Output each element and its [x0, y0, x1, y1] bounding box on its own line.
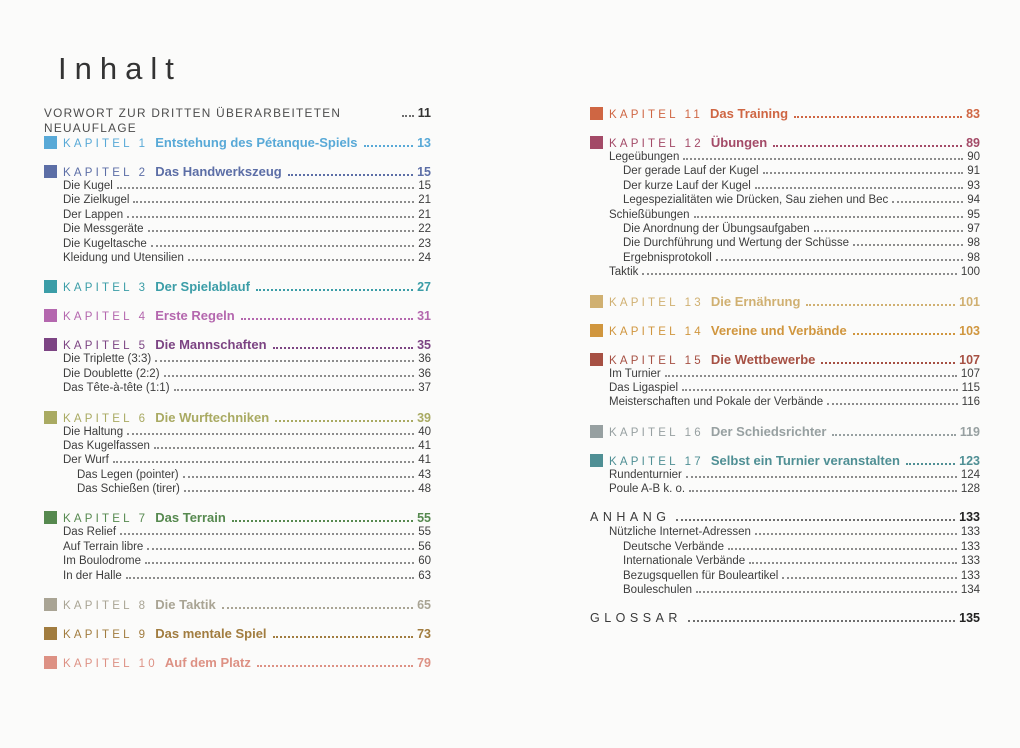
chapter-color-marker	[44, 627, 57, 640]
chapter-entry	[44, 279, 431, 294]
dotted-leader	[402, 115, 414, 117]
chapter-entry	[590, 106, 980, 121]
dotted-leader	[782, 577, 956, 579]
toc-subitem-label: Die Triplette (3:3)	[63, 353, 152, 366]
dotted-leader	[232, 520, 413, 522]
dotted-leader	[814, 230, 964, 232]
chapter-color-marker	[590, 295, 603, 308]
chapter-kapitel-label: KAPITEL 2	[63, 167, 149, 179]
section-row	[590, 510, 980, 525]
page-number: 89	[966, 136, 980, 150]
dotted-leader	[682, 389, 958, 391]
chapter-kapitel-label: KAPITEL 5	[63, 340, 149, 353]
toc-subitem-label: Der Wurf	[63, 454, 109, 467]
toc-subitem-label: Das Kugelfassen	[63, 439, 150, 452]
dotted-leader	[273, 347, 414, 349]
toc-subitem-label: Der gerade Lauf der Kugel	[623, 165, 759, 178]
chapter-title: Die Ernährung	[710, 293, 801, 309]
page-number: 128	[960, 483, 980, 496]
dotted-leader	[689, 490, 957, 492]
chapter-row	[44, 337, 431, 352]
page-number: 39	[417, 410, 431, 425]
toc-subitem-label: Bezugsquellen für Bouleartikel	[623, 569, 779, 582]
page-number: 115	[961, 381, 980, 394]
dotted-leader	[749, 562, 957, 564]
toc-subitem-label: Das Legen (pointer)	[77, 468, 179, 481]
toc-subitem-label: Bouleschulen	[623, 584, 693, 597]
page-number: 98	[967, 251, 980, 264]
chapter-entry	[44, 164, 431, 265]
chapter-row	[590, 294, 980, 309]
toc-subitem	[44, 208, 431, 222]
section-entry	[590, 510, 980, 597]
page-number: 21	[418, 194, 431, 207]
chapter-color-marker	[44, 280, 57, 293]
toc-subitem	[590, 525, 980, 539]
chapter-row	[44, 510, 431, 525]
dotted-leader	[696, 591, 957, 593]
section-label: GLOSSAR	[590, 611, 682, 626]
chapter-color-marker	[590, 324, 603, 337]
chapter-title: Die Wettbewerbe	[710, 351, 816, 367]
page-number: 133	[960, 555, 980, 568]
chapter-color-marker	[590, 353, 603, 366]
dotted-leader	[174, 389, 415, 391]
dotted-leader	[806, 304, 955, 306]
dotted-leader	[686, 476, 957, 478]
chapter-entry	[590, 453, 980, 497]
toc-subitem	[44, 540, 431, 554]
page-number: 43	[418, 468, 431, 481]
toc-subitem	[44, 251, 431, 265]
page-number: 24	[418, 251, 431, 264]
chapter-entry	[590, 424, 980, 439]
dotted-leader	[683, 158, 963, 160]
toc-subitem-label: Taktik	[609, 266, 639, 279]
toc-subitem	[590, 482, 980, 496]
dotted-leader	[147, 548, 414, 550]
chapter-entry	[590, 294, 980, 309]
page-number: 94	[967, 194, 980, 207]
dotted-leader	[892, 201, 963, 203]
page-number: 93	[967, 179, 980, 192]
toc-subitem-label: Im Boulodrome	[63, 555, 141, 568]
chapter-entry	[44, 410, 431, 497]
chapter-kapitel-label: KAPITEL 13	[609, 296, 704, 309]
dotted-leader	[665, 375, 957, 377]
page-number: 56	[418, 540, 431, 553]
chapter-kapitel-label: KAPITEL 1	[63, 138, 149, 150]
chapter-color-marker	[44, 136, 57, 149]
chapter-row	[44, 164, 431, 179]
page-number: 22	[418, 223, 431, 236]
page-number: 135	[959, 611, 980, 626]
page-number: 73	[417, 627, 431, 642]
dotted-leader	[257, 665, 413, 667]
toc-subitem-label: Der kurze Lauf der Kugel	[623, 179, 751, 192]
toc-subitem-label: Schießübungen	[609, 208, 690, 221]
chapter-kapitel-label: KAPITEL 8	[63, 600, 149, 613]
chapter-title: Vereine und Verbände	[710, 322, 847, 338]
chapter-kapitel-label: KAPITEL 10	[63, 658, 158, 671]
chapter-row	[590, 453, 980, 468]
chapter-entry	[44, 308, 431, 323]
dotted-leader	[906, 463, 955, 465]
chapter-title: Entstehung des Pétanque-Spiels	[155, 135, 358, 150]
page-number: 124	[960, 468, 980, 481]
toc-subitem-label: Poule A-B k. o.	[609, 483, 686, 496]
toc-subitem	[44, 222, 431, 236]
dotted-leader	[763, 172, 964, 174]
dotted-leader	[154, 447, 414, 449]
dotted-leader	[288, 174, 413, 176]
toc-subitem	[44, 569, 431, 583]
chapter-title: Die Mannschaften	[155, 337, 267, 353]
toc-subitem-label: Der Lappen	[63, 208, 124, 221]
toc-subitem	[44, 453, 431, 467]
dotted-leader	[773, 145, 962, 147]
toc-subitem-label: Die Zielkugel	[63, 194, 130, 207]
chapter-title: Die Wurftechniken	[155, 409, 270, 425]
toc-subitem	[44, 193, 431, 207]
dotted-leader	[127, 216, 414, 218]
dotted-leader	[117, 187, 414, 189]
chapter-title: Das Terrain	[155, 510, 226, 526]
chapter-kapitel-label: KAPITEL 4	[63, 311, 149, 324]
dotted-leader	[155, 360, 414, 362]
toc-subitem-label: Die Kugeltasche	[63, 237, 147, 250]
frontmatter-entry	[44, 106, 431, 135]
chapter-color-marker	[44, 165, 57, 178]
toc-subitem	[590, 381, 980, 395]
toc-subitem	[590, 583, 980, 597]
chapter-color-marker	[44, 598, 57, 611]
dotted-leader	[755, 187, 963, 189]
page-number: 36	[418, 353, 431, 366]
dotted-leader	[821, 362, 955, 364]
dotted-leader	[728, 548, 957, 550]
toc-subitem	[590, 367, 980, 381]
dotted-leader	[133, 201, 414, 203]
page-number: 31	[417, 309, 431, 324]
chapter-title: Übungen	[710, 135, 768, 150]
dotted-leader	[151, 245, 414, 247]
page-number: 83	[966, 107, 980, 121]
frontmatter-label: VORWORT ZUR DRITTEN ÜBERARBEITETEN NEUAUFLAGE	[44, 106, 342, 135]
toc-subitem-label: Internationale Verbände	[623, 555, 746, 568]
chapter-color-marker	[44, 411, 57, 424]
chapter-entry	[44, 337, 431, 395]
chapter-title: Auf dem Platz	[164, 655, 251, 671]
toc-subitem	[590, 208, 980, 222]
chapter-title: Die Taktik	[155, 597, 216, 613]
page-number: 79	[417, 656, 431, 671]
page-number: 15	[418, 180, 431, 192]
section-row	[590, 611, 980, 626]
chapter-kapitel-label: KAPITEL 11	[609, 109, 704, 121]
page-number: 40	[418, 425, 431, 438]
page-title: Inhalt	[58, 50, 182, 86]
dotted-leader	[273, 636, 414, 638]
toc-subitem-label: Kleidung und Utensilien	[63, 251, 184, 264]
chapter-entry	[44, 135, 431, 150]
chapter-color-marker	[44, 309, 57, 322]
dotted-leader	[716, 259, 963, 261]
chapter-row	[590, 135, 980, 150]
chapter-color-marker	[44, 511, 57, 524]
chapter-color-marker	[44, 656, 57, 669]
dotted-leader	[642, 273, 956, 275]
chapter-row	[44, 279, 431, 294]
dotted-leader	[184, 490, 414, 492]
page-number: 55	[417, 511, 431, 526]
page-number: 133	[959, 510, 980, 525]
page-number: 48	[418, 483, 431, 496]
dotted-leader	[164, 375, 415, 377]
toc-subitem-label: Die Anordnung der Übungsaufgaben	[623, 222, 810, 235]
toc-subitem	[44, 525, 431, 539]
page-number: 11	[417, 106, 431, 120]
chapter-entry	[44, 626, 431, 641]
dotted-leader	[113, 461, 414, 463]
toc-subitem	[590, 395, 980, 409]
chapter-kapitel-label: KAPITEL 12	[609, 138, 704, 150]
toc-subitem	[590, 150, 980, 164]
chapter-color-marker	[44, 338, 57, 351]
chapter-row	[590, 323, 980, 338]
dotted-leader	[794, 116, 962, 118]
dotted-leader	[127, 433, 414, 435]
page-number: 103	[959, 323, 980, 338]
chapter-kapitel-label: KAPITEL 3	[63, 282, 149, 295]
toc-subitem	[44, 381, 431, 395]
dotted-leader	[256, 289, 413, 291]
page-number: 90	[967, 151, 980, 163]
toc-subitem-label: Das Schießen (tirer)	[77, 483, 180, 496]
page-number: 107	[959, 352, 980, 367]
page-number: 15	[417, 165, 431, 179]
toc-subitem	[590, 554, 980, 568]
dotted-leader	[275, 420, 413, 422]
toc-subitem-label: Im Turnier	[609, 367, 661, 380]
page-number: 65	[417, 598, 431, 613]
dotted-leader	[694, 216, 964, 218]
dotted-leader	[853, 333, 955, 335]
dotted-leader	[688, 620, 955, 622]
page-number: 23	[418, 237, 431, 250]
toc-subitem	[44, 237, 431, 251]
page-number: 133	[960, 569, 980, 582]
page-number: 37	[418, 382, 431, 395]
dotted-leader	[827, 403, 957, 405]
toc-subitem	[590, 164, 980, 178]
page-number: 133	[960, 540, 980, 553]
chapter-color-marker	[590, 425, 603, 438]
chapter-kapitel-label: KAPITEL 9	[63, 629, 149, 642]
dotted-leader	[676, 519, 955, 521]
toc-subitem-label: Die Durchführung und Wertung der Schüsse	[623, 237, 850, 250]
chapter-row	[44, 626, 431, 641]
page-number: 91	[967, 165, 980, 178]
section-label: ANHANG	[590, 510, 671, 525]
toc-subitem	[44, 179, 431, 193]
chapter-entry	[590, 135, 980, 280]
chapter-row	[44, 135, 431, 150]
dotted-leader	[222, 607, 413, 609]
chapter-row	[44, 410, 431, 425]
toc-subitem-label: Die Kugel	[63, 180, 113, 192]
chapter-row	[590, 106, 980, 121]
page-number: 134	[960, 584, 980, 597]
chapter-title: Das Training	[710, 106, 789, 121]
chapter-title: Das Handwerkszeug	[155, 164, 282, 179]
page-number: 95	[967, 208, 980, 221]
chapter-title: Erste Regeln	[155, 308, 235, 324]
toc-subitem-label: Ergebnisprotokoll	[623, 251, 712, 264]
page-number: 36	[418, 367, 431, 380]
chapter-kapitel-label: KAPITEL 17	[609, 455, 704, 468]
dotted-leader	[120, 533, 414, 535]
chapter-kapitel-label: KAPITEL 16	[609, 426, 704, 439]
toc-subitem-label: Deutsche Verbände	[623, 540, 725, 553]
chapter-kapitel-label: KAPITEL 6	[63, 412, 149, 425]
chapter-row	[590, 424, 980, 439]
dotted-leader	[755, 533, 957, 535]
chapter-row	[44, 308, 431, 323]
toc-subitem-label: Die Haltung	[63, 425, 124, 438]
page-number: 35	[417, 338, 431, 353]
page-number: 98	[967, 237, 980, 250]
page-number: 116	[961, 396, 980, 409]
toc-subitem	[590, 569, 980, 583]
toc-subitem-label: Meisterschaften und Pokale der Verbände	[609, 396, 824, 409]
chapter-entry	[590, 323, 980, 338]
chapter-entry	[44, 597, 431, 612]
chapter-title: Selbst ein Turnier veranstalten	[710, 452, 900, 468]
page-number: 13	[417, 136, 431, 150]
toc-subitem-label: Auf Terrain libre	[63, 540, 144, 553]
toc-subitem	[590, 468, 980, 482]
page-number: 107	[960, 367, 980, 380]
chapter-entry	[590, 352, 980, 410]
toc-subitem	[44, 367, 431, 381]
toc-subitem-label: Rundenturnier	[609, 468, 682, 481]
page-number: 41	[418, 454, 431, 467]
toc-subitem-label: Legespezialitäten wie Drücken, Sau ziehen und Bec	[623, 194, 889, 207]
toc-subitem-label: Die Messgeräte	[63, 223, 144, 236]
page-number: 63	[418, 569, 431, 582]
dotted-leader	[188, 259, 414, 261]
page-number: 123	[959, 453, 980, 468]
toc-subitem-label: In der Halle	[63, 569, 122, 582]
toc-subitem	[590, 193, 980, 207]
chapter-color-marker	[590, 107, 603, 120]
chapter-row	[44, 597, 431, 612]
toc-subitem	[44, 425, 431, 439]
dotted-leader	[145, 562, 414, 564]
dotted-leader	[126, 577, 414, 579]
toc-subitem	[44, 482, 431, 496]
toc-subitem-label: Nützliche Internet-Adressen	[609, 526, 751, 539]
toc-subitem-label: Das Ligaspiel	[609, 381, 679, 394]
page-number: 27	[417, 280, 431, 295]
page-number: 97	[967, 222, 980, 235]
dotted-leader	[364, 145, 414, 147]
toc-subitem-label: Das Relief	[63, 526, 117, 539]
dotted-leader	[241, 318, 413, 320]
page-number: 41	[418, 439, 431, 452]
toc-subitem-label: Das Tête-à-tête (1:1)	[63, 382, 170, 395]
chapter-entry	[44, 655, 431, 670]
toc-subitem	[590, 251, 980, 265]
page-number: 119	[959, 424, 980, 439]
toc-subitem	[590, 179, 980, 193]
toc-subitem	[590, 222, 980, 236]
toc-subitem	[44, 554, 431, 568]
chapter-kapitel-label: KAPITEL 15	[609, 354, 704, 367]
page-number: 101	[959, 294, 980, 309]
toc-subitem-label: Legeübungen	[609, 151, 680, 163]
page-number: 100	[960, 266, 980, 279]
toc-column-left	[44, 106, 431, 670]
dotted-leader	[148, 230, 415, 232]
chapter-title: Das mentale Spiel	[155, 626, 267, 642]
page-number: 60	[418, 555, 431, 568]
chapter-color-marker	[590, 454, 603, 467]
dotted-leader	[853, 244, 963, 246]
toc-subitem	[590, 236, 980, 250]
chapter-kapitel-label: KAPITEL 7	[63, 513, 149, 526]
toc-subitem	[590, 265, 980, 279]
chapter-title: Der Spielablauf	[155, 279, 250, 295]
toc-subitem	[44, 468, 431, 482]
toc-subitem	[44, 352, 431, 366]
page-number: 55	[418, 526, 431, 539]
chapter-entry	[44, 510, 431, 583]
dotted-leader	[183, 476, 415, 478]
page-number: 133	[960, 526, 980, 539]
toc-column-right	[590, 106, 980, 626]
toc-subitem	[590, 540, 980, 554]
chapter-kapitel-label: KAPITEL 14	[609, 325, 704, 338]
dotted-leader	[832, 434, 955, 436]
section-entry	[590, 611, 980, 626]
page-number: 21	[418, 208, 431, 221]
chapter-row	[44, 655, 431, 670]
toc-subitem-label: Die Doublette (2:2)	[63, 367, 160, 380]
chapter-color-marker	[590, 136, 603, 149]
chapter-title: Der Schiedsrichter	[710, 423, 827, 439]
chapter-row	[590, 352, 980, 367]
toc-subitem	[44, 439, 431, 453]
frontmatter-row	[44, 106, 431, 135]
